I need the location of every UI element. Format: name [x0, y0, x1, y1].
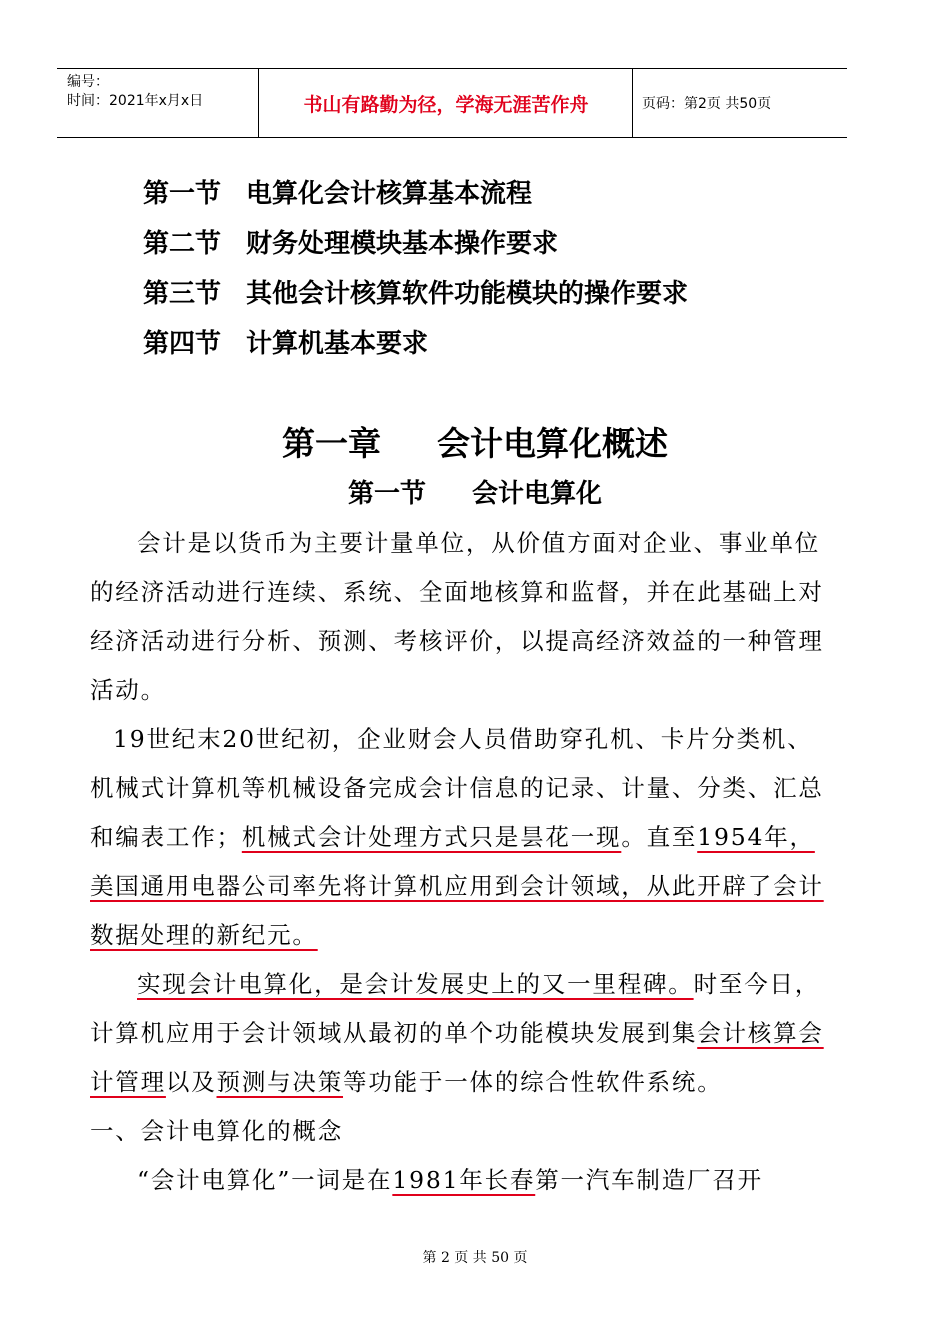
toc-item — [143, 172, 688, 222]
paragraph-history — [90, 715, 825, 960]
toc-section-number: 第三节 — [143, 279, 222, 309]
underlined-text: 预测与决策 — [216, 1068, 344, 1096]
paragraph-accounting-definition — [90, 519, 825, 715]
toc-section-number: 第二节 — [143, 229, 222, 259]
toc-item — [143, 272, 688, 322]
paragraph-text: 等功能于一体的综合性软件系统。 — [343, 1068, 723, 1096]
toc-section-number: 第一节 — [143, 179, 222, 209]
paragraph-text: 第一汽车制造厂召开 — [535, 1166, 763, 1194]
section-number: 第一节 — [347, 479, 426, 509]
number-label: 编号： — [67, 74, 109, 90]
toc-section-title: 计算机基本要求 — [246, 329, 429, 359]
underlined-text: 会计核算会计管理 — [90, 1019, 824, 1096]
underlined-text: 1981年长春 — [392, 1166, 536, 1194]
paragraph-milestone — [90, 960, 825, 1107]
toc-section-title: 财务处理模块基本操作要求 — [246, 229, 559, 259]
section-heading — [0, 473, 950, 510]
toc-section-number: 第四节 — [143, 329, 222, 359]
table-of-contents — [143, 172, 688, 372]
paragraph-text: “会计电算化”一词是在 — [137, 1166, 393, 1194]
chapter-title: 会计电算化概述 — [437, 424, 668, 463]
paragraph-text: 以及 — [165, 1068, 217, 1096]
header-meta — [67, 73, 257, 111]
paragraph-text: 时至今日，计算机应用于会计领域从最初的单个功能模块发展到集 — [90, 970, 821, 1047]
toc-section-title: 其他会计核算软件功能模块的操作要求 — [246, 279, 689, 309]
underlined-text: 实现会计电算化，是会计发展史上的又一里程碑。 — [137, 970, 694, 998]
chapter-heading — [0, 418, 950, 465]
toc-section-title: 电算化会计核算基本流程 — [246, 179, 533, 209]
underlined-text: 机械式会计处理方式只是昙花一现 — [241, 823, 622, 851]
header-page-info: 页码：第2页 共50页 — [642, 96, 772, 112]
time-label: 时间：2021年x月x日 — [67, 93, 204, 109]
toc-item — [143, 222, 688, 272]
section-title: 会计电算化 — [472, 479, 603, 509]
paragraph-text: 会计是以货币为主要计量单位，从价值方面对企业、事业单位的经济活动进行连续、系统、全面地核算和监督，并在此基础上对经济活动进行分析、预测、考核评价，以提高经济效益的一种管理活动。 — [90, 529, 824, 704]
toc-item — [143, 322, 688, 372]
underlined-text: 1954年，美国通用电器公司率先将计算机应用到会计领域，从此开辟了会计数据处理的新纪元。 — [90, 823, 824, 949]
paragraph-term-origin — [90, 1156, 825, 1205]
chapter-number: 第一章 — [282, 424, 381, 463]
header-divider — [632, 69, 633, 137]
page-footer: 第 2 页 共 50 页 — [422, 1250, 528, 1266]
paragraph-text: 19世纪末20世纪初，企业财会人员借助穿孔机、卡片分类机、机械式计算机等机械设备完成会计信息的记录、计量、分类、汇总和编表工作； — [90, 725, 824, 851]
subheading-concept — [90, 1107, 825, 1156]
header-motto: 书山有路勤为径，学海无涯苦作舟 — [303, 93, 589, 116]
page-header — [57, 68, 847, 138]
subheading-text: 一、会计电算化的概念 — [90, 1117, 343, 1145]
header-divider — [258, 69, 259, 137]
paragraph-text: 。直至 — [621, 823, 698, 851]
